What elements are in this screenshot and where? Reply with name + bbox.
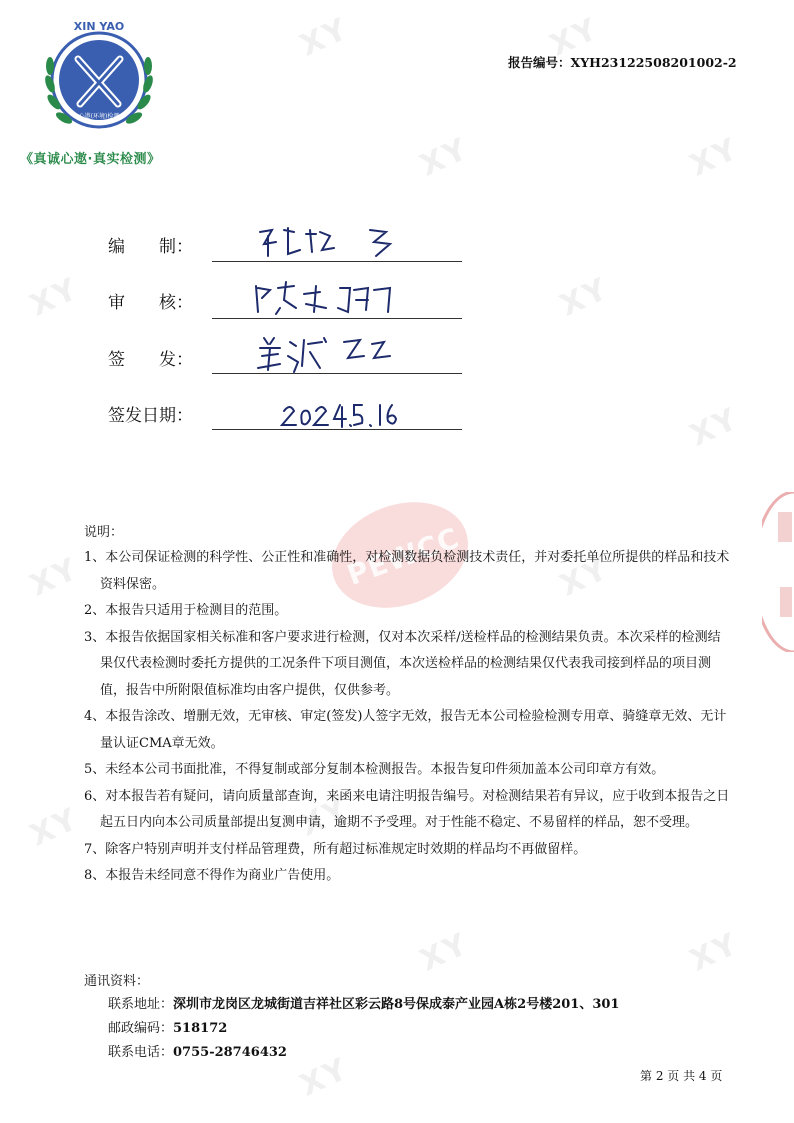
- address-value: 深圳市龙岗区龙城街道吉祥社区彩云路8号保成泰产业园A栋2号楼201、301: [173, 997, 620, 1012]
- note-item: 7、除客户特别声明并支付样品管理费，所有超过标准规定时效期的样品均不再做留样。: [84, 841, 587, 857]
- issue-date-label: 签发日期：: [108, 406, 193, 426]
- notes-title: 说明：: [84, 525, 124, 540]
- contact-info: [108, 993, 619, 1065]
- note-item: 6、对本报告若有疑问，请向质量部查询，来函来电请注明报告编号。对检测结果若有异议，应于收到本报告之日起五日内向本公司质量部提出复测申请，逾期不予受理。对于性能不稳定、不易留样的样品，恕不受理。: [84, 788, 730, 830]
- issue-date-handwritten: [250, 393, 420, 433]
- contact-phone: [108, 1041, 619, 1065]
- logo-sub-text: 心遨(环境)检测: [78, 113, 120, 120]
- report-number: [508, 53, 737, 71]
- company-stamp-text: PEWCC: [342, 521, 464, 592]
- report-number-value: XYH23122508201002-2: [570, 55, 737, 70]
- watermark: XY: [24, 801, 84, 854]
- watermark: XY: [554, 551, 614, 604]
- phone-label: 联系电话：: [108, 1045, 174, 1060]
- watermark: XY: [24, 551, 84, 604]
- watermark: XY: [684, 401, 744, 454]
- contact-address: [108, 993, 619, 1017]
- watermark: XY: [414, 926, 474, 979]
- note-item: 3、本报告依据国家相关标准和客户要求进行检测，仅对本次采样/送检样品的检测结果负责。本次采样的检测结果仅代表检测时委托方提供的工况条件下项目测值，本次送检样品的检测结果仅代表我司接到样品的项目测值，报告中所附限值标准均由客户提供，仅供参考。: [84, 629, 721, 698]
- issuer-label: 签 发：: [108, 350, 193, 370]
- slogan: 《真诚心遨·真实检测》: [20, 152, 161, 167]
- company-logo-icon: [36, 14, 162, 146]
- contact-title: 通讯资料：: [84, 974, 150, 989]
- watermark: XY: [294, 1051, 354, 1104]
- watermark: XY: [24, 271, 84, 324]
- phone-value: 0755-28746432: [173, 1045, 287, 1060]
- watermark: XY: [294, 11, 354, 64]
- watermark: XY: [684, 926, 744, 979]
- watermark: XY: [544, 11, 604, 64]
- page-number: 第 2 页 共 4 页: [640, 1069, 723, 1083]
- compiler-label: 编 制：: [108, 237, 193, 257]
- postcode-value: 518172: [173, 1021, 228, 1036]
- reviewer-signature: [250, 278, 420, 320]
- contact-postcode: [108, 1017, 619, 1041]
- report-number-label: 报告编号：: [508, 55, 571, 70]
- logo-text: XIN YAO: [73, 20, 125, 33]
- postcode-label: 邮政编码：: [108, 1021, 174, 1036]
- reviewer-label: 审 核：: [108, 293, 193, 313]
- notes-list: [84, 545, 732, 890]
- note-item: 8、本报告未经同意不得作为商业广告使用。: [84, 868, 340, 883]
- watermark: XY: [414, 131, 474, 184]
- watermark: XY: [684, 131, 744, 184]
- compiler-signature: [250, 222, 410, 262]
- address-label: 联系地址：: [108, 997, 174, 1012]
- note-item: 1、本公司保证检测的科学性、公正性和准确性，对检测数据负检测技术责任，并对委托单位所提供的样品和技术资料保密。: [84, 550, 730, 592]
- watermark: XY: [554, 271, 614, 324]
- seam-stamp-icon: [762, 492, 794, 652]
- note-item: 2、本报告只适用于检测目的范围。: [84, 603, 288, 618]
- watermark: XY: [294, 791, 354, 844]
- issuer-signature: [250, 332, 420, 376]
- note-item: 4、本报告涂改、增删无效，无审核、审定(签发)人签字无效，报告无本公司检验检测专用章、骑缝章无效、无计量认证CMA章无效。: [84, 709, 727, 751]
- note-item: 5、未经本公司书面批准，不得复制或部分复制本检测报告。本报告复印件须加盖本公司印章方有效。: [84, 762, 665, 777]
